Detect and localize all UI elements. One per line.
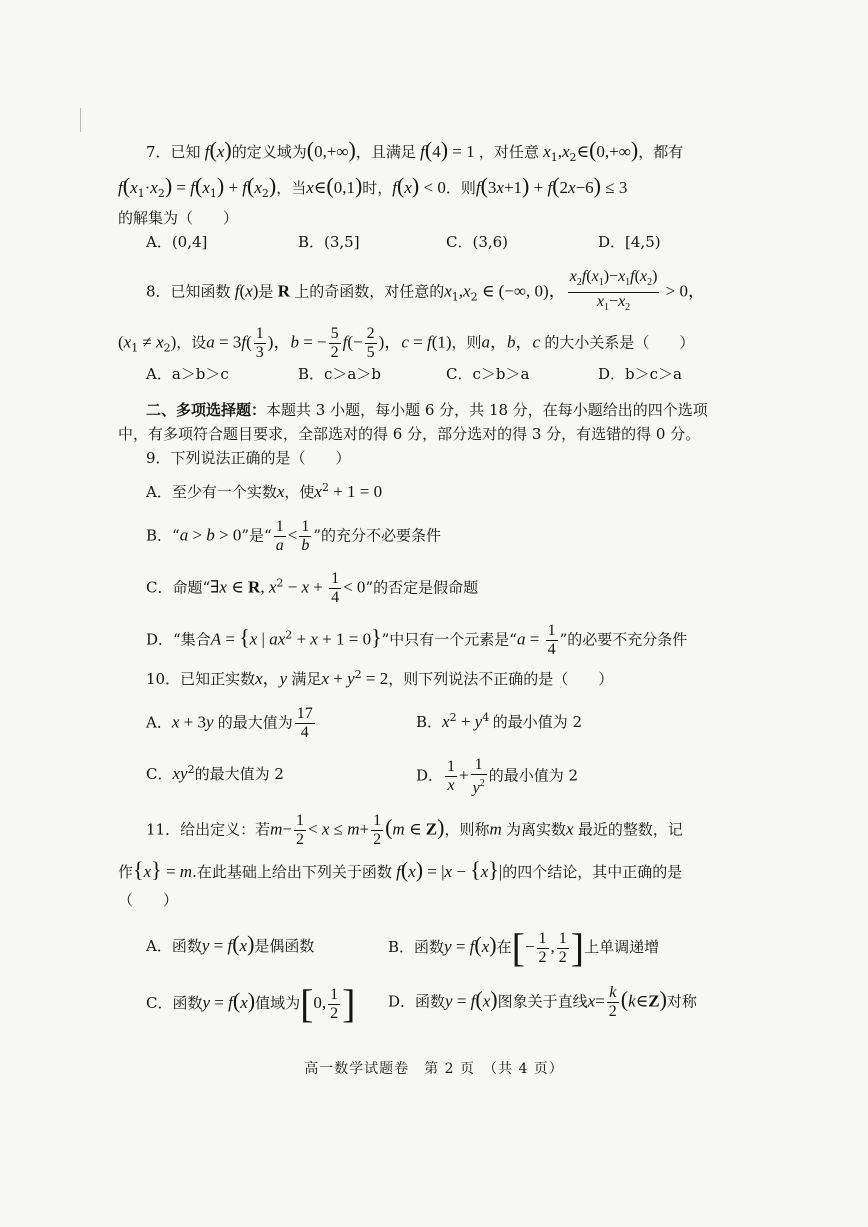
q8-line2: $(x_1 \ne x_2)$，设a = 3f( $\frac{1}{3}$ )，b = − $\frac{5}{2}$ f(− $\frac{2}{5}$ )，c = f(1)，则a，b，c 的大小关系是（ ） [118,325,695,361]
q9-option-b[interactable]: B．“a > b > 0”是“ $\frac{1}{a}$ < $\frac{1}{b}$ ”的充分不必要条件 [146,518,441,554]
q10-stem: 10．已知正实数x，y 满足$x + y^2 = 2$，则下列说法不正确的是（ ） [146,668,614,688]
q7-line1: 7．已知 f(x)的定义域为(0,+∞)，且满足 f(4) = 1 ，对任意 $x_1,x_2\in(0,+\infty)$，都有 [146,137,684,164]
q9-option-d[interactable]: D．“集合A = {x | $ax^2 + x + 1 = 0$}”中只有一个元素是“a = $\frac{1}{4}$ ”的必要不充分条件 [146,622,688,658]
q8-option-a[interactable]: A．a＞b＞c [146,365,229,383]
q7-line2: $f(x_1\cdot x_2) = f(x_1) + f(x_2)$，当x∈(0,1)时，f(x) < 0．则f(3x+1) + f(2x−6) ≤ 3 [118,173,628,200]
q10-option-a[interactable]: A．x + 3y 的最大值为 $\frac{17}{4}$ [146,705,313,741]
q7-option-c[interactable]: C．(3,6) [446,233,509,251]
q11-line2: 作{x} = m.在此基础上给出下列关于函数 f(x) = |x − {x}|的四个结论，其中正确的是 [118,857,683,882]
q7-option-a[interactable]: A．(0,4] [146,233,208,251]
q11-line1: 11．给出定义：若m− $\frac{1}{2}$ < x ≤ m+ $\frac{1}{2}$ (m ∈ Z)，则称m 为离实数x 最近的整数，记 [146,812,683,848]
q8-option-c[interactable]: C．c＞b＞a [446,365,530,383]
q9-option-c[interactable]: C．命题“∃x ∈ R, $x^2 - x$ + $\frac{1}{4}$ < 0”的否定是假命题 [146,570,479,606]
q7-line3: 的解集为（ ） [118,209,239,227]
q11-option-b[interactable]: B．函数y = f(x)在[− $\frac{1}{2}$ , $\frac{1}{2}$ ]上单调递增 [388,925,660,970]
q9-option-a[interactable]: A．至少有一个实数x，使$x^2 + 1 = 0$ [146,481,383,501]
q8-condition-fraction: $\frac{x_2f(x_1)-x_1f(x_2)}{x_1-x_2}$ [569,268,658,314]
section2-line2: 中，有多项符合题目要求，全部选对的得 6 分，部分选对的得 3 分，有选错的得 0 分。 [118,425,701,443]
page-footer: 高一数学试题卷 第 2 页 （共 4 页） [304,1061,564,1077]
q8-option-b[interactable]: B．c＞a＞b [298,365,381,383]
section2-title: 二、多项选择题： [146,401,267,419]
q10-option-d[interactable]: D． $\frac{1}{x}$ + $\frac{1}{y^2}$ 的最小值为 2 [416,756,579,797]
section2-line1: 二、多项选择题：本题共 3 小题，每小题 6 分，共 18 分，在每小题给出的四个选项 [146,401,708,419]
q7-option-b[interactable]: B．(3,5] [298,233,360,251]
q8-option-d[interactable]: D．b＞c＞a [598,365,682,383]
q11-line3: （ ） [118,891,179,909]
scan-margin-mark [80,108,81,132]
q8-line1: 8．已知函数 f(x)是 R 上的奇函数，对任意的$x_1,x_2$ ∈ (−∞, 0)， $\frac{x_2f(x_1)-x_1f(x_2)}{x_1-x_2}$ > 0， [146,268,705,317]
q11-option-a[interactable]: A．函数y = f(x)是偶函数 [146,931,315,956]
q11-option-d[interactable]: D．函数y = f(x)图象关于直线x= $\frac{k}{2}$ (k∈Z)对称 [388,984,697,1020]
q10-option-c[interactable]: C．$xy^2$的最大值为 2 [146,763,284,783]
q10-option-b[interactable]: B．$x^2 + y^4$ 的最小值为 2 [416,711,583,731]
q7-option-d[interactable]: D．[4,5) [598,233,661,251]
q9-stem: 9．下列说法正确的是（ ） [146,449,351,467]
q11-option-c[interactable]: C．函数y = f(x)值域为[0, $\frac{1}{2}$ ] [146,981,356,1026]
